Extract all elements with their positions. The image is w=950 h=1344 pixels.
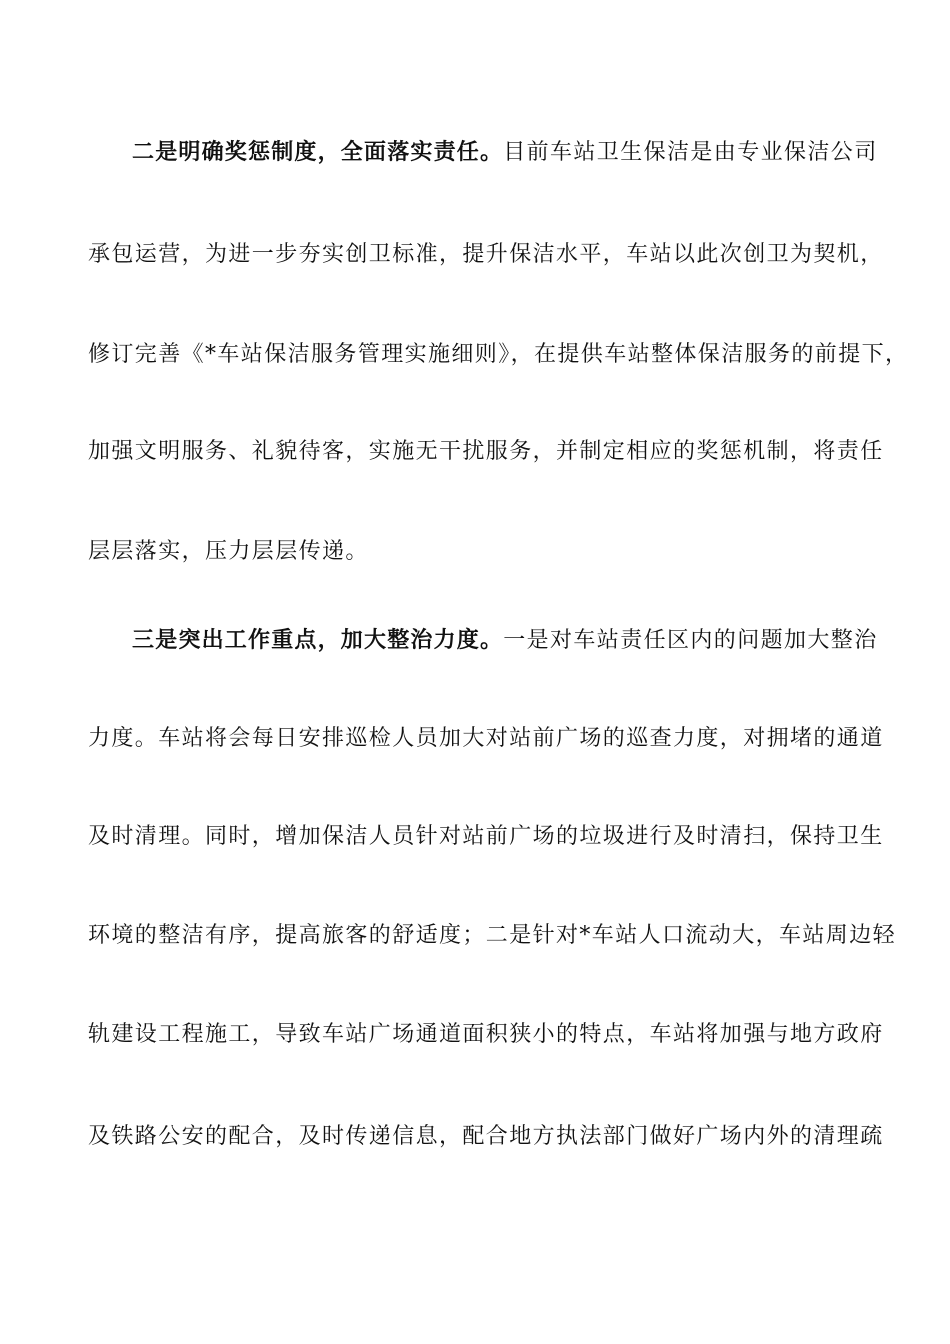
- paragraph-1-line-2: 承包运营，为进一步夯实创卫标准，提升保洁水平，车站以此次创卫为契机，: [88, 242, 884, 267]
- paragraph-1-line-5: 层层落实，压力层层传递。: [88, 539, 369, 564]
- paragraph-2-line-3: 及时清理。同时，增加保洁人员针对站前广场的垃圾进行及时清扫，保持卫生: [88, 824, 884, 849]
- paragraph-1-line-3: 修订完善《*车站保洁服务管理实施细则》，在提供车站整体保洁服务的前提下，: [88, 342, 909, 367]
- paragraph-2-line-1: [132, 625, 878, 655]
- paragraph-2-line-2: 力度。车站将会每日安排巡检人员加大对站前广场的巡查力度，对拥堵的通道: [88, 726, 884, 751]
- paragraph-2-heading: 三是突出工作重点，加大整治力度。: [132, 627, 504, 653]
- paragraph-1-text: 目前车站卫生保洁是由专业保洁公司: [503, 140, 878, 165]
- paragraph-2-text: 一是对车站责任区内的问题加大整治: [503, 628, 878, 653]
- paragraph-1-line-1: [132, 137, 878, 167]
- paragraph-2-line-6: 及铁路公安的配合，及时传递信息，配合地方执法部门做好广场内外的清理疏: [88, 1124, 884, 1149]
- paragraph-2-line-5: 轨建设工程施工，导致车站广场通道面积狭小的特点，车站将加强与地方政府: [88, 1022, 884, 1047]
- paragraph-2-line-4: 环境的整洁有序，提高旅客的舒适度；二是针对*车站人口流动大，车站周边轻: [88, 923, 897, 948]
- paragraph-1-line-4: 加强文明服务、礼貌待客，实施无干扰服务，并制定相应的奖惩机制，将责任: [88, 439, 884, 464]
- paragraph-1-heading: 二是明确奖惩制度，全面落实责任。: [132, 139, 504, 165]
